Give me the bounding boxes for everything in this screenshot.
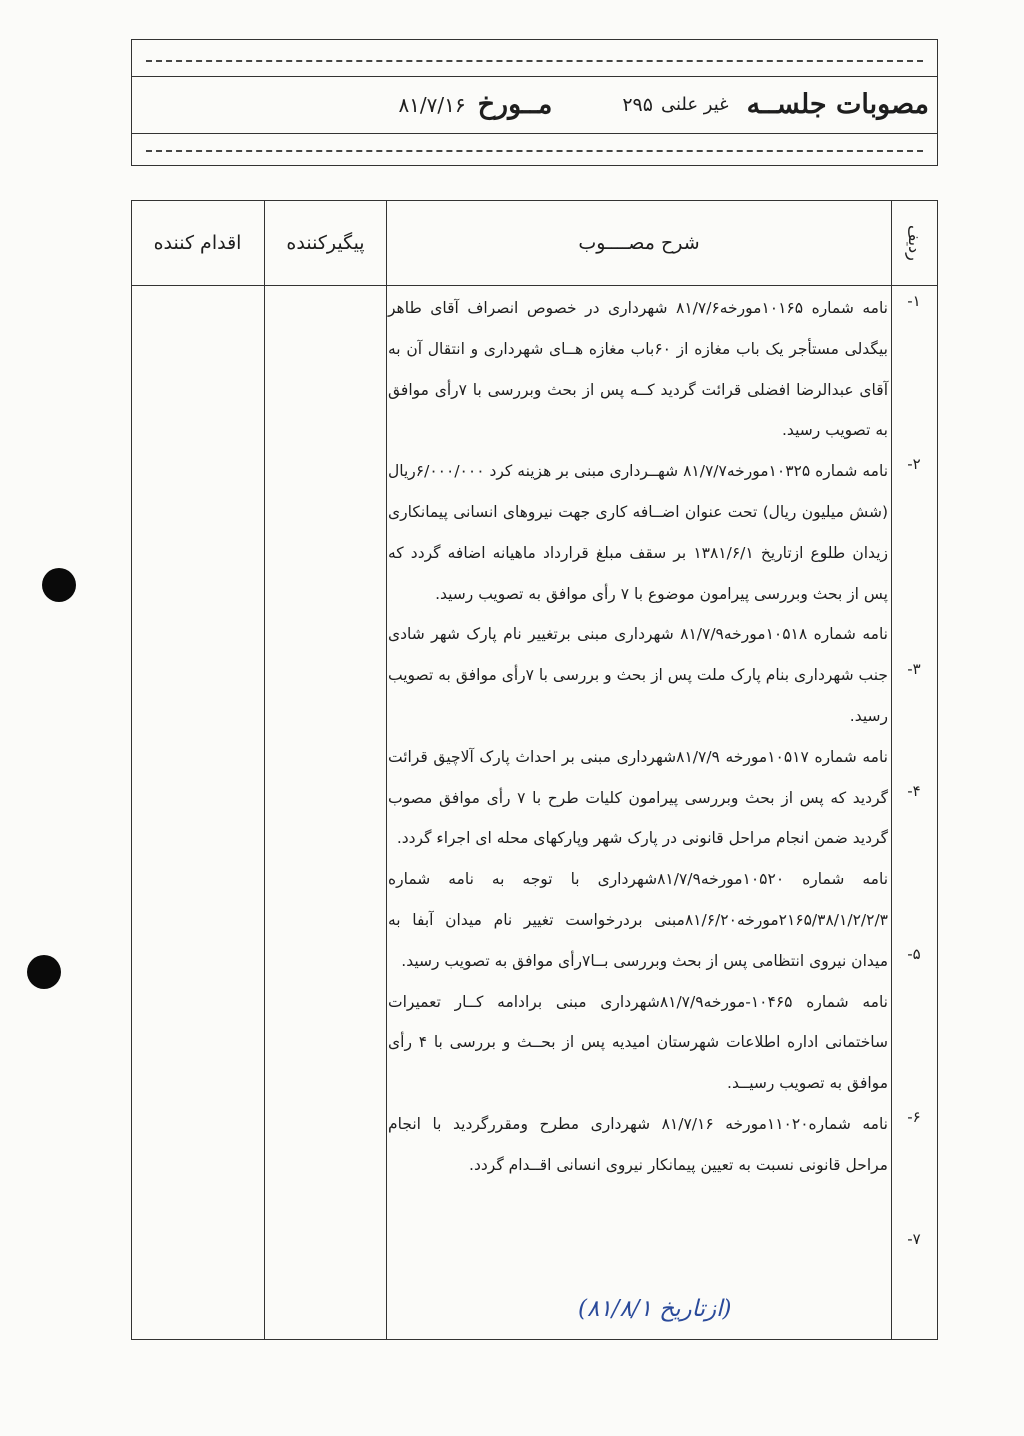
item-number: -۶ (907, 1108, 921, 1126)
header-box (131, 39, 938, 166)
header-row (132, 76, 937, 133)
resolution-item-text: نامه شماره ۱۰۱۶۵مورخه۸۱/۷/۶ شهرداری در خصوص انصراف آقای طاهر بیگدلی مستأجر یک باب مغازه از ۶۰باب مغازه هــای شهرداری و انتقال آن به آقای عبدالرضا افضلی قرائت گردید کــه پس از بحث وبررسی با ۷رأی موافق به تصویب رسید. (388, 299, 888, 440)
date-label: مــورخ (477, 89, 553, 120)
session-date: ۸۱/۷/۱۶ (398, 92, 466, 117)
resolution-item-text: نامه شماره ۱۰۴۶۵-مورخه۸۱/۷/۹شهرداری مبنی برادامه کــار تعمیرات ساختمانی اداره اطلاعات شهرستان امیدیه پس از بحــث و بررسی با ۴ رأی موافق به تصویب رسیــد. (388, 992, 888, 1093)
item-number: -۴ (907, 782, 921, 800)
resolution-item-text: نامه شماره ۱۰۳۲۵مورخه۸۱/۷/۷ شهــرداری مبنی بر هزینه کرد ۶/۰۰۰/۰۰۰ریال (شش میلیون ریال) تحت عنوان اضــافه کاری جهت نیروهای انسانی پیمانکاری زیدان طلوع ازتاریخ ۱۳۸۱/۶/۱ بر سقف مبلغ قرارداد ماهیانه اضافه گردد که پس از بحث وبررسی پیرامون موضوع با ۷ رأی موافق به تصویب رسید. (388, 462, 889, 603)
session-number: ۲۹۵ (622, 93, 653, 116)
item-number: -۳ (907, 660, 921, 678)
resolution-item-text: نامه شماره ۱۰۵۱۷مورخه ۸۱/۷/۹شهرداری مبنی بر احداث پارک آلاچیق قرائت گردید که پس از بحث وبررسی پیرامون کلیات طرح با ۷ رأی موافق مصوب گردید ضمن انجام مراحل قانونی در پارک شهر وپارکهای محله ای اجراء گردد. (388, 747, 889, 848)
resolution-item-text: نامه شماره ۱۰۵۱۸مورخه۸۱/۷/۹ شهرداری مبنی برتغییر نام پارک شهر شادی جنب شهرداری بنام پارک ملت پس از بحث و بررسی با ۷رأی موافق به تصویب رسید. (388, 625, 888, 725)
column-divider (891, 201, 892, 1339)
item-number: -۷ (907, 1230, 921, 1248)
header-dashes-top (146, 60, 923, 62)
resolution-item-text: نامه شماره۱۱۰۲۰مورخه ۸۱/۷/۱۶ شهرداری مطرح ومقررگردید با انجام مراحل قانونی نسبت به تعیین پیمانکار نیروی انسانی اقــدام گردد. (388, 1114, 888, 1174)
page-title: مصوبات جلســه (746, 89, 929, 120)
session-type: غیر علنی (660, 94, 729, 115)
resolution-item-text: نامه شماره ۱۰۵۲۰مورخه۸۱/۷/۹شهرداری با توجه به نامه شماره ۲۱۶۵/۳۸/۱/۲/۲/۳مورخه۸۱/۶/۲۰مبنی بردرخواست تغییر نام میدان آبفا به میدان نیروی انتظامی پس از بحث وبررسی بــا۷رأی موافق به تصویب رسید. (388, 870, 889, 970)
column-header-radif: ردیف (905, 225, 924, 261)
item-number: -۱ (907, 292, 921, 310)
resolution-list (388, 288, 888, 1186)
header-dashes-bottom (146, 150, 923, 152)
header-separator-bottom (132, 133, 937, 134)
punch-hole-bottom (27, 955, 61, 989)
column-header-action: اقدام کننده (153, 232, 242, 254)
item-number: -۲ (907, 455, 921, 473)
item-number: -۵ (907, 945, 921, 963)
punch-hole-top (42, 568, 76, 602)
column-divider (264, 201, 265, 1339)
handwritten-note: (ازتاریخ ۸۱/۸/۱) (578, 1296, 732, 1322)
column-divider (386, 201, 387, 1339)
column-header-description: شرح مصــــوب (578, 232, 700, 254)
column-header-follow-up: پیگیرکننده (286, 232, 365, 254)
header-row-divider (132, 285, 937, 286)
